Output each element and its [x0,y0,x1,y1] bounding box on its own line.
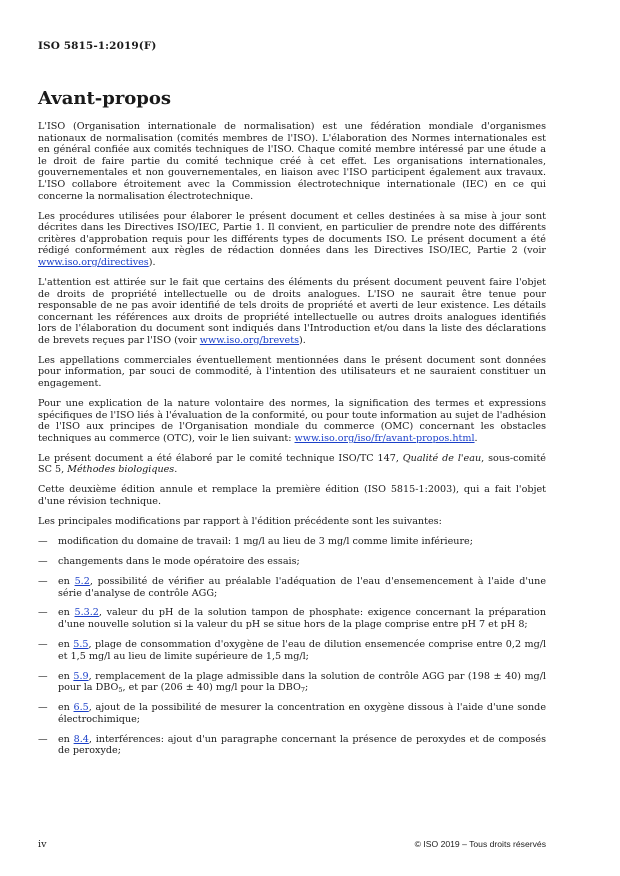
list-item: — en 8.4, interférences: ajout d'un paragraphe concernant la présence de peroxydes et de composés de peroxyde; [38,733,547,757]
page-title: Avant-propos [38,88,172,109]
ref-link-5-2[interactable]: 5.2 [74,575,90,587]
page-number: iv [38,839,47,850]
paragraph-patents: L'attention est attirée sur le fait que certains des éléments du présent document peuvent faire l'objet de droits de propriété intellectuelle ou de droits analogues. L'ISO ne saurait être tenue pour responsable de ne pas avoir identifié de tels droits de propriété et averti de leur existence. Les détails concernant les références aux droits de propriété intellectuelle ou autres droits analogues identifiés lors de l'élaboration du document sont indiqués dans l'Introduction et/ou dans la liste des déclarations de brevets reçues par l'ISO (voir www.iso.org/brevets). [38,276,546,346]
list-item: — en 5.3.2, valeur du pH de la solution tampon de phosphate: exigence concernant la préparation d'une nouvelle solution si la valeur du pH se situe hors de la plage comprise entre pH 7 et pH 8; [38,607,546,631]
ref-link-8-4[interactable]: 8.4 [73,733,89,745]
list-item: — en 6.5, ajout de la possibilité de mesurer la concentration en oxygène dissous à l'aide d'une sonde électrochimique; [38,702,546,725]
changes-list [38,536,546,757]
paragraph-voluntary-nature: Pour une explication de la nature volontaire des normes, la signification des termes et expressions spécifiques de l'ISO liés à l'évaluation de la conformité, ou pour toute information au sujet de l'adhésion de l'ISO aux principes de l'Organisation mondiale du commerce (OMC) concernant les obstacles techniques au commerce (OTC), voir le lien suivant: www.iso.org/iso/fr/avant-propos.html. [38,398,547,444]
list-dash: — [38,670,48,682]
paragraph-committee: Le présent document a été élaboré par le comité technique ISO/TC 147, Qualité de l'eau, sous-comité SC 5, Méthodes biologiques. [38,452,546,476]
paragraph-edition: Cette deuxième édition annule et remplace la première édition (ISO 5815-1:2003), qui a fait l'objet d'une révision technique. [38,484,546,507]
copyright-notice: © ISO 2019 – Tous droits réservés [414,839,546,849]
list-item: — en 5.5, plage de consommation d'oxygène de l'eau de dilution ensemencée comprise entre 0,2 mg/l et 1,5 mg/l au lieu de limite supérieure de 1,5 mg/l; [38,639,547,662]
list-item: — modification du domaine de travail: 1 mg/l au lieu de 3 mg/l comme limite inférieure; [38,535,473,547]
list-item: — changements dans le mode opératoire des essais; [38,555,300,567]
paragraph-trade-names: Les appellations commerciales éventuellement mentionnées dans le présent document sont données pour information, par souci de commodité, à l'intention des utilisateurs et ne sauraient constituer un engagement. [38,354,546,390]
list-dash: — [38,702,48,714]
document-body [38,121,546,765]
paragraph-iso-intro: L'ISO (Organisation internationale de normalisation) est une fédération mondiale d'organismes nationaux de normalisation (comités membres de l'ISO). L'élaboration des Normes internationales est en général confiée aux comités techniques de l'ISO. Chaque comité membre intéressé par une étude a le droit de faire partie du comité technique créé à cet effet. Les organisations internationales, gouvernementales et non gouvernementales, en liaison avec l'ISO participent également aux travaux. L'ISO collabore étroitement avec la Commission électrotechnique internationale (IEC) en ce qui concerne la normalisation électrotechnique. [38,121,546,202]
ref-link-5-5[interactable]: 5.5 [73,639,89,651]
ref-link-6-5[interactable]: 6.5 [73,702,89,714]
list-dash: — [38,607,48,619]
list-dash: — [38,575,48,587]
link-avant-propos[interactable]: www.iso.org/iso/fr/avant-propos.html [294,432,475,444]
list-item: — en 5.2, possibilité de vérifier au préalable l'adéquation de l'eau d'ensemencement à l'aide d'une série d'analyse de contrôle AGG; [38,575,547,599]
list-item: — en 5.9, remplacement de la plage admissible dans la solution de contrôle AGG par (198 ± 40) mg/l pour la $DBO_5$, et par (206 ± 40) mg/l pour la $DBO_7$; [38,670,546,695]
list-dash: — [38,535,48,547]
list-dash: — [38,733,48,745]
ref-link-5-3-2[interactable]: 5.3.2 [74,607,99,619]
link-brevets[interactable]: www.iso.org/brevets [199,334,300,346]
paragraph-procedures: Les procédures utilisées pour élaborer le présent document et celles destinées à sa mise à jour sont décrites dans les Directives ISO/IEC, Partie 1. Il convient, en particulier de prendre note des différents critères d'approbation requis pour les différents types de documents ISO. Le présent document a été rédigé conformément aux règles de rédaction données dans les Directives ISO/IEC, Partie 2 (voir www.iso.org/directives). [38,210,546,268]
link-directives[interactable]: www.iso.org/directives [38,256,149,268]
list-dash: — [38,639,48,651]
document-id: ISO 5815-1:2019(F) [38,40,157,52]
ref-link-5-9[interactable]: 5.9 [73,670,89,682]
paragraph-changes-intro: Les principales modifications par rapport à l'édition précédente sont les suivantes: [38,515,442,527]
list-dash: — [38,555,48,567]
